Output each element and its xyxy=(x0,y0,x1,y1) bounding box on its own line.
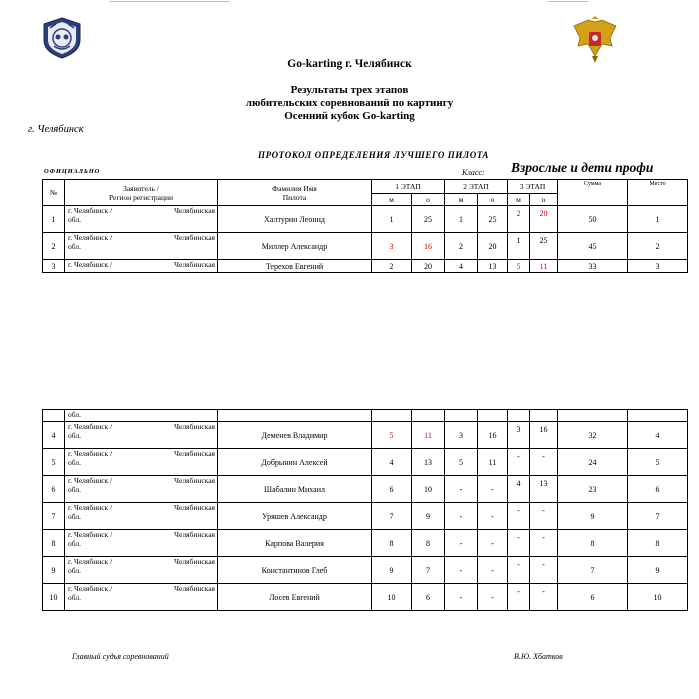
row-s1-m: 5 xyxy=(372,422,412,449)
row-sum: 6 xyxy=(558,584,628,611)
cont-cell xyxy=(530,410,558,422)
header-stage-1: 1 ЭТАП xyxy=(372,180,445,194)
table-row xyxy=(43,584,688,611)
chief-judge-name: В.Ю. Хбатков xyxy=(514,652,563,661)
region-city: г. Челябинск / xyxy=(68,584,113,593)
row-s2-o: 11 xyxy=(478,449,508,476)
row-s1-m: 8 xyxy=(372,530,412,557)
row-s1-o: 11 xyxy=(412,422,445,449)
row-num: 9 xyxy=(43,557,65,584)
row-s3-m: - xyxy=(508,557,530,584)
row-s2-o: 20 xyxy=(478,233,508,260)
row-s3-m: 5 xyxy=(508,260,530,273)
row-sum: 50 xyxy=(558,206,628,233)
city-label: г. Челябинск xyxy=(28,124,84,135)
row-s1-m: 6 xyxy=(372,476,412,503)
top-cut-text-right: ————— xyxy=(548,0,588,5)
row-sum: 9 xyxy=(558,503,628,530)
row-s3-o: - xyxy=(530,584,558,611)
region-oblast: Челябинская xyxy=(174,530,215,539)
row-s3-m: - xyxy=(508,449,530,476)
cont-cell xyxy=(445,410,478,422)
cont-cell xyxy=(558,410,628,422)
row-s2-o: - xyxy=(478,584,508,611)
row-region xyxy=(65,410,218,422)
row-s2-o: 13 xyxy=(478,260,508,273)
row-pilot-name: Шабалин Михаил xyxy=(218,476,372,503)
row-place: 6 xyxy=(628,476,688,503)
row-s2-o: 16 xyxy=(478,422,508,449)
row-num: 5 xyxy=(43,449,65,476)
row-pilot-name: Миллер Александр xyxy=(218,233,372,260)
table-row xyxy=(43,260,688,273)
region-oblast: Челябинская xyxy=(174,449,215,458)
results-table-part-2 xyxy=(42,409,688,611)
row-sum: 45 xyxy=(558,233,628,260)
row-sum: 32 xyxy=(558,422,628,449)
class-value: Взрослые и дети профи xyxy=(511,160,654,175)
row-s3-m: 1 xyxy=(508,233,530,260)
row-s3-m: - xyxy=(508,503,530,530)
table-row xyxy=(43,233,688,260)
header-m: м xyxy=(508,194,530,206)
row-sum: 33 xyxy=(558,260,628,273)
region-oblast: Челябинская xyxy=(174,584,215,593)
row-s3-o: - xyxy=(530,449,558,476)
row-region xyxy=(65,233,218,260)
row-s1-m: 2 xyxy=(372,260,412,273)
table-row xyxy=(43,530,688,557)
chief-judge-label: Главный судья соревнований xyxy=(72,652,169,661)
row-s2-m: - xyxy=(445,530,478,557)
header-m: м xyxy=(445,194,478,206)
row-s2-o: - xyxy=(478,530,508,557)
row-s2-m: 5 xyxy=(445,449,478,476)
row-pilot-name: Уряшев Александр xyxy=(218,503,372,530)
row-pilot-name: Халтурин Леонид xyxy=(218,206,372,233)
header-num: № xyxy=(43,180,65,206)
row-s1-o: 8 xyxy=(412,530,445,557)
row-s1-o: 10 xyxy=(412,476,445,503)
row-s1-o: 13 xyxy=(412,449,445,476)
header-o: о xyxy=(530,194,558,206)
region-city: г. Челябинск / xyxy=(68,206,113,215)
row-s3-o: - xyxy=(530,530,558,557)
region-oblast: Челябинская xyxy=(174,476,215,485)
row-place: 4 xyxy=(628,422,688,449)
protocol-heading: ПРОТОКОЛ ОПРЕДЕЛЕНИЯ ЛУЧШЕГО ПИЛОТА xyxy=(258,150,490,160)
region-city: г. Челябинск / xyxy=(68,503,113,512)
region-cont: обл. xyxy=(68,410,81,419)
row-s3-m: 3 xyxy=(508,422,530,449)
row-s1-o: 20 xyxy=(412,260,445,273)
row-place: 5 xyxy=(628,449,688,476)
header-o: о xyxy=(412,194,445,206)
header-applicant-region xyxy=(65,180,218,206)
region-oblast: Челябинская xyxy=(174,206,215,215)
row-pilot-name: Деменев Владимир xyxy=(218,422,372,449)
row-num: 6 xyxy=(43,476,65,503)
region-cont: обл. xyxy=(68,242,81,251)
region-cont: обл. xyxy=(68,512,81,521)
table-row xyxy=(43,503,688,530)
row-region xyxy=(65,422,218,449)
header-o: о xyxy=(478,194,508,206)
page-subtitle xyxy=(0,84,699,123)
row-s1-m: 7 xyxy=(372,503,412,530)
row-s2-m: 4 xyxy=(445,260,478,273)
row-region xyxy=(65,584,218,611)
row-s3-o: 25 xyxy=(530,233,558,260)
region-cont: обл. xyxy=(68,593,81,602)
region-city: г. Челябинск / xyxy=(68,260,113,269)
row-s2-m: 2 xyxy=(445,233,478,260)
subtitle-line: Осенний кубок Go-karting xyxy=(284,110,415,122)
cont-cell xyxy=(508,410,530,422)
row-pilot-name: Добрынин Алексей xyxy=(218,449,372,476)
row-region xyxy=(65,449,218,476)
header-sum: Сумма xyxy=(558,180,628,206)
region-city: г. Челябинск / xyxy=(68,233,113,242)
header-pilot: Пилота xyxy=(282,192,307,202)
row-s3-o: - xyxy=(530,557,558,584)
row-num: 8 xyxy=(43,530,65,557)
row-place: 7 xyxy=(628,503,688,530)
row-place: 10 xyxy=(628,584,688,611)
row-s2-m: 3 xyxy=(445,422,478,449)
row-num: 10 xyxy=(43,584,65,611)
row-s2-o: - xyxy=(478,557,508,584)
row-place: 8 xyxy=(628,530,688,557)
row-num: 4 xyxy=(43,422,65,449)
row-place: 1 xyxy=(628,206,688,233)
row-s2-m: - xyxy=(445,476,478,503)
region-city: г. Челябинск / xyxy=(68,530,113,539)
region-city: г. Челябинск / xyxy=(68,557,113,566)
table-row xyxy=(43,476,688,503)
row-s2-o: - xyxy=(478,503,508,530)
region-city: г. Челябинск / xyxy=(68,422,113,431)
row-sum: 7 xyxy=(558,557,628,584)
row-s2-m: - xyxy=(445,557,478,584)
row-pilot-name: Карпова Валерия xyxy=(218,530,372,557)
row-s1-o: 25 xyxy=(412,206,445,233)
row-num: 1 xyxy=(43,206,65,233)
header-stage-2: 2 ЭТАП xyxy=(445,180,508,194)
header-place: Место xyxy=(628,180,688,206)
row-s3-o: 11 xyxy=(530,260,558,273)
row-region xyxy=(65,557,218,584)
row-place: 9 xyxy=(628,557,688,584)
row-s3-m: 2 xyxy=(508,206,530,233)
region-city: г. Челябинск / xyxy=(68,476,113,485)
row-pilot-name: Лосев Евгений xyxy=(218,584,372,611)
region-cont: обл. xyxy=(68,566,81,575)
row-s3-m: 4 xyxy=(508,476,530,503)
cont-cell xyxy=(43,410,65,422)
cont-cell xyxy=(218,410,372,422)
row-s3-o: 20 xyxy=(530,206,558,233)
row-region xyxy=(65,476,218,503)
region-cont: обл. xyxy=(68,431,81,440)
table-row xyxy=(43,449,688,476)
table-row xyxy=(43,422,688,449)
official-label: ОФИЦИАЛЬНО xyxy=(44,168,101,175)
subtitle-line: любительских соревнований по картингу xyxy=(245,97,454,109)
row-s3-m: - xyxy=(508,584,530,611)
header-region: Регион регистрации xyxy=(108,192,174,202)
row-s3-o: - xyxy=(530,503,558,530)
row-s3-o: 13 xyxy=(530,476,558,503)
row-s1-o: 9 xyxy=(412,503,445,530)
row-s1-o: 7 xyxy=(412,557,445,584)
table-row xyxy=(43,206,688,233)
row-s2-m: - xyxy=(445,503,478,530)
cont-cell xyxy=(478,410,508,422)
cont-cell xyxy=(372,410,412,422)
row-s3-m: - xyxy=(508,530,530,557)
header-m: м xyxy=(372,194,412,206)
row-s1-m: 4 xyxy=(372,449,412,476)
row-region xyxy=(65,260,218,273)
header-applicant: Заявитель / xyxy=(123,183,159,193)
header-name: Фамилия Имя xyxy=(272,183,317,193)
row-region xyxy=(65,503,218,530)
row-s2-o: - xyxy=(478,476,508,503)
row-num: 2 xyxy=(43,233,65,260)
region-oblast: Челябинская xyxy=(174,260,215,269)
row-sum: 23 xyxy=(558,476,628,503)
row-place: 3 xyxy=(628,260,688,273)
row-sum: 24 xyxy=(558,449,628,476)
row-s1-m: 9 xyxy=(372,557,412,584)
cont-cell xyxy=(628,410,688,422)
region-city: г. Челябинск / xyxy=(68,449,113,458)
row-sum: 8 xyxy=(558,530,628,557)
cont-cell xyxy=(412,410,445,422)
region-oblast: Челябинская xyxy=(174,233,215,242)
table-row-continuation xyxy=(43,410,688,422)
row-s2-m: - xyxy=(445,584,478,611)
region-cont: обл. xyxy=(68,458,81,467)
row-num: 3 xyxy=(43,260,65,273)
header-stage-3: 3 ЭТАП xyxy=(508,180,558,194)
row-region xyxy=(65,206,218,233)
row-region xyxy=(65,530,218,557)
row-s2-o: 25 xyxy=(478,206,508,233)
region-oblast: Челябинская xyxy=(174,503,215,512)
region-cont: обл. xyxy=(68,485,81,494)
region-cont: обл. xyxy=(68,539,81,548)
results-table-part-1 xyxy=(42,179,688,273)
row-place: 2 xyxy=(628,233,688,260)
row-s1-o: 6 xyxy=(412,584,445,611)
region-oblast: Челябинская xyxy=(174,422,215,431)
row-num: 7 xyxy=(43,503,65,530)
row-s1-m: 3 xyxy=(372,233,412,260)
page-title: Go-karting г. Челябинск xyxy=(287,58,412,70)
row-s1-o: 16 xyxy=(412,233,445,260)
row-s1-m: 10 xyxy=(372,584,412,611)
region-oblast: Челябинская xyxy=(174,557,215,566)
class-label: Класс: xyxy=(462,168,485,177)
row-pilot-name: Константинов Глеб xyxy=(218,557,372,584)
row-s2-m: 1 xyxy=(445,206,478,233)
row-s3-o: 16 xyxy=(530,422,558,449)
region-cont: обл. xyxy=(68,215,81,224)
subtitle-line: Результаты трех этапов xyxy=(290,84,409,96)
top-cut-text-left: ——————————————— xyxy=(110,0,230,5)
table-row xyxy=(43,557,688,584)
header-pilot-name xyxy=(218,180,372,206)
row-pilot-name: Терехов Евгений xyxy=(218,260,372,273)
row-s1-m: 1 xyxy=(372,206,412,233)
